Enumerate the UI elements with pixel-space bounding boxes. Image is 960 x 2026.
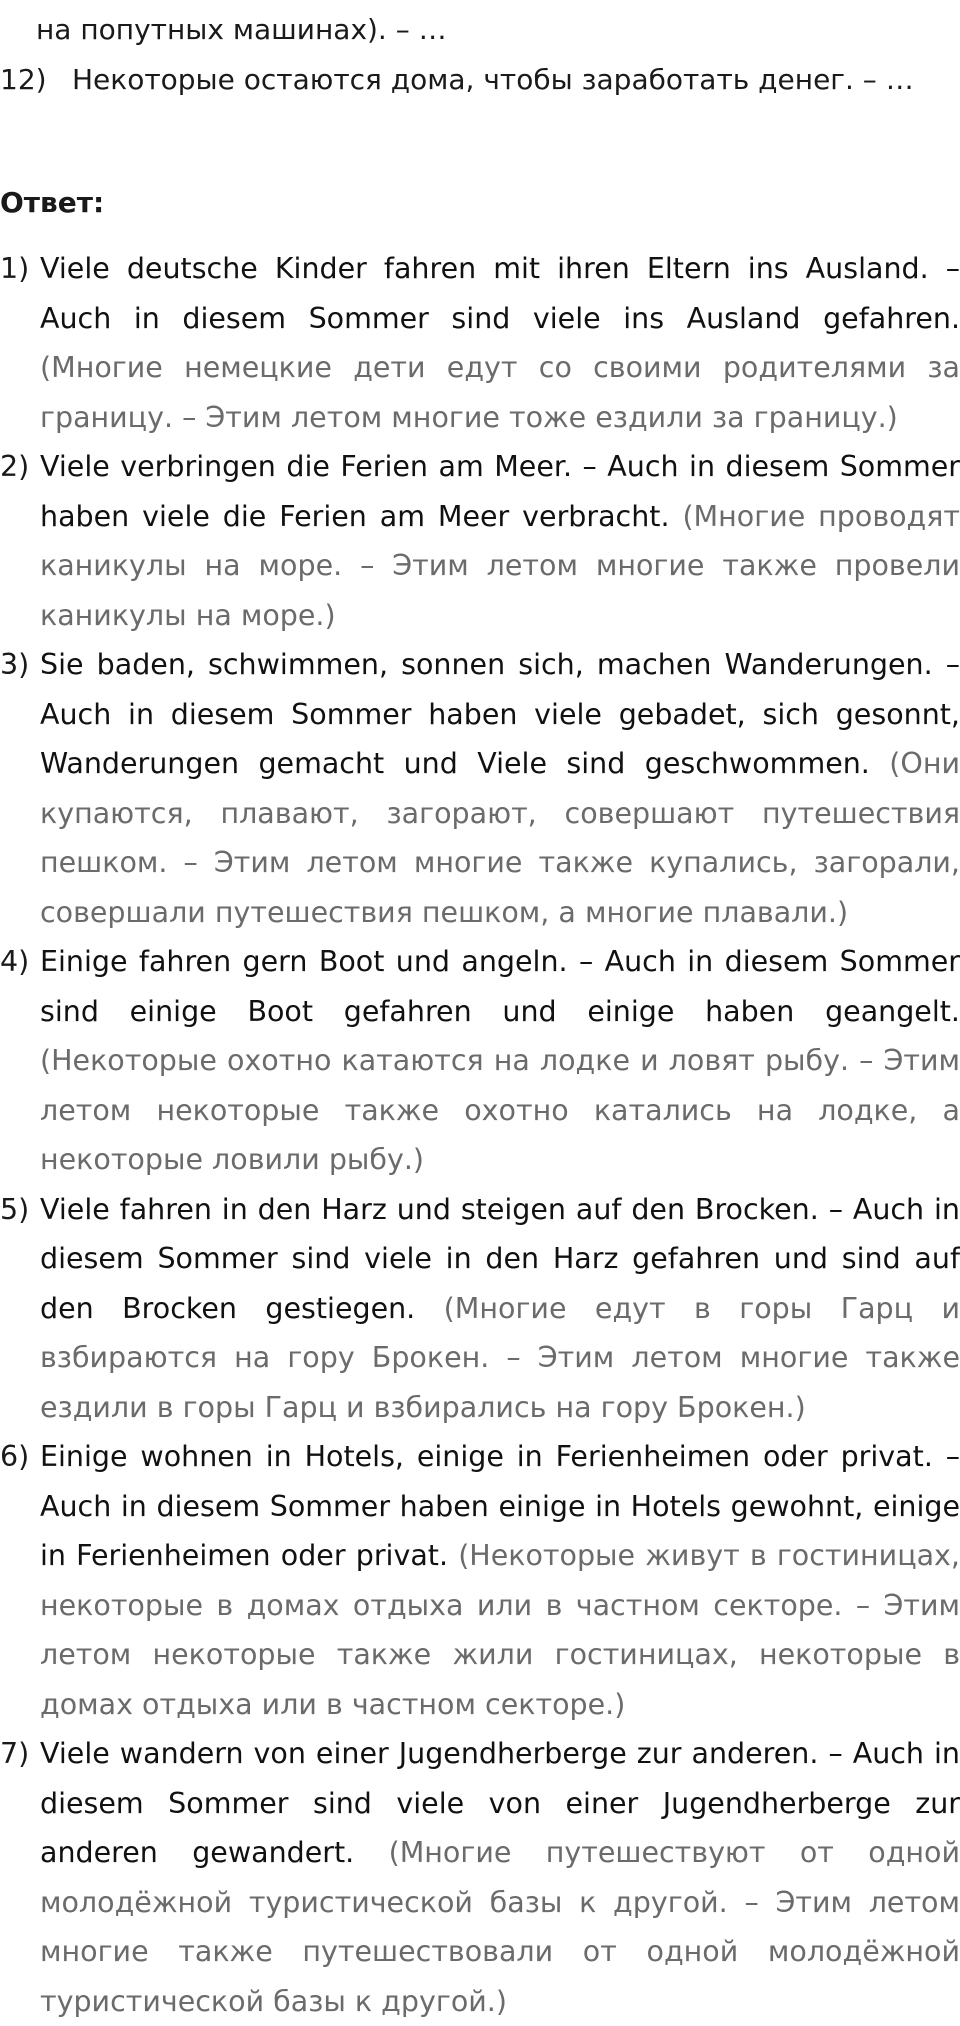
russian-translation: (Некоторые живут в гостиницах, некоторые в домах отдыха или в частном секторе. – Этим летом некоторые также жили гостиницах, некоторые в домах отдыха или в частном секторе.) xyxy=(40,1539,960,1721)
exercise-line-12 xyxy=(0,62,960,98)
german-sentence: Einige fahren gern Boot und angeln. – Auch in diesem Sommer sind einige Boot gefahren und einige haben geangelt. xyxy=(40,945,960,1028)
answer-item-number: 1) xyxy=(0,252,30,285)
answer-item-number: 3) xyxy=(0,648,30,681)
russian-translation: (Многие проводят каникулы на море. – Этим летом многие также провели каникулы на море.) xyxy=(40,499,960,632)
answer-item-number: 7) xyxy=(0,1737,30,1770)
german-sentence: Einige wohnen in Hotels, einige in Ferienheimen oder privat. – Auch in diesem Sommer haben einige in Hotels gewohnt, einige in Ferienheimen oder privat. xyxy=(40,1440,960,1572)
answer-item-2 xyxy=(0,442,960,640)
exercise-line-12-text: Некоторые остаются дома, чтобы заработать денег. – … xyxy=(72,63,914,96)
answer-heading: Ответ: xyxy=(0,186,105,219)
answer-item-3 xyxy=(0,640,960,937)
german-sentence: Viele fahren in den Harz und steigen auf den Brocken. – Auch in diesem Sommer sind viele in den Harz gefahren und sind auf den Brocken gestiegen. xyxy=(40,1192,960,1325)
exercise-line-11-tail: на попутных машинах). – … xyxy=(36,13,447,46)
answer-item-number: 6) xyxy=(0,1440,30,1473)
answer-item-5 xyxy=(0,1185,960,1433)
german-sentence: Sie baden, schwimmen, sonnen sich, machen Wanderungen. – Auch in diesem Sommer haben viele gebadet, sich gesonnt, Wanderungen gemacht und Viele sind geschwommen. xyxy=(40,648,960,780)
german-sentence: Viele deutsche Kinder fahren mit ihren Eltern ins Ausland. – Auch in diesem Sommer sind viele ins Ausland gefahren. xyxy=(40,252,960,335)
answer-item-number: 5) xyxy=(0,1192,30,1226)
russian-translation: (Они купаются, плавают, загорают, совершают путешествия пешком. – Этим летом многие также купались, загорали, совершали путешествия пешком, а многие плавали.) xyxy=(40,747,960,929)
russian-translation: (Некоторые охотно катаются на лодке и ловят рыбу. – Этим летом некоторые также охотно катались на лодке, а некоторые ловили рыбу.) xyxy=(40,1044,960,1176)
answer-item-4 xyxy=(0,937,960,1185)
russian-translation: (Многие едут в горы Гарц и взбираются на гору Брокен. – Этим летом многие также ездили в горы Гарц и взбирались на гору Брокен.) xyxy=(40,1291,960,1424)
answer-item-7 xyxy=(0,1729,960,2026)
answer-item-1 xyxy=(0,244,960,442)
answer-item-number: 4) xyxy=(0,945,30,978)
answer-list xyxy=(0,244,960,2026)
german-sentence: Viele verbringen die Ferien am Meer. – Auch in diesem Sommer haben viele die Ferien am Meer verbracht. xyxy=(40,450,960,533)
russian-translation: (Многие путешествуют от одной молодёжной туристической базы к другой. – Этим летом многие также путешествовали от одной молодёжной туристической базы к другой.) xyxy=(40,1836,960,2018)
answer-item-6 xyxy=(0,1432,960,1729)
german-sentence: Viele wandern von einer Jugendherberge zur anderen. – Auch in diesem Sommer sind viele von einer Jugendherberge zur anderen gewandert. xyxy=(40,1737,960,1869)
russian-translation: (Многие немецкие дети едут со своими родителями за границу. – Этим летом многие тоже ездили за границу.) xyxy=(40,351,960,434)
exercise-line-12-number: 12) xyxy=(0,63,47,96)
answer-item-number: 2) xyxy=(0,450,30,483)
